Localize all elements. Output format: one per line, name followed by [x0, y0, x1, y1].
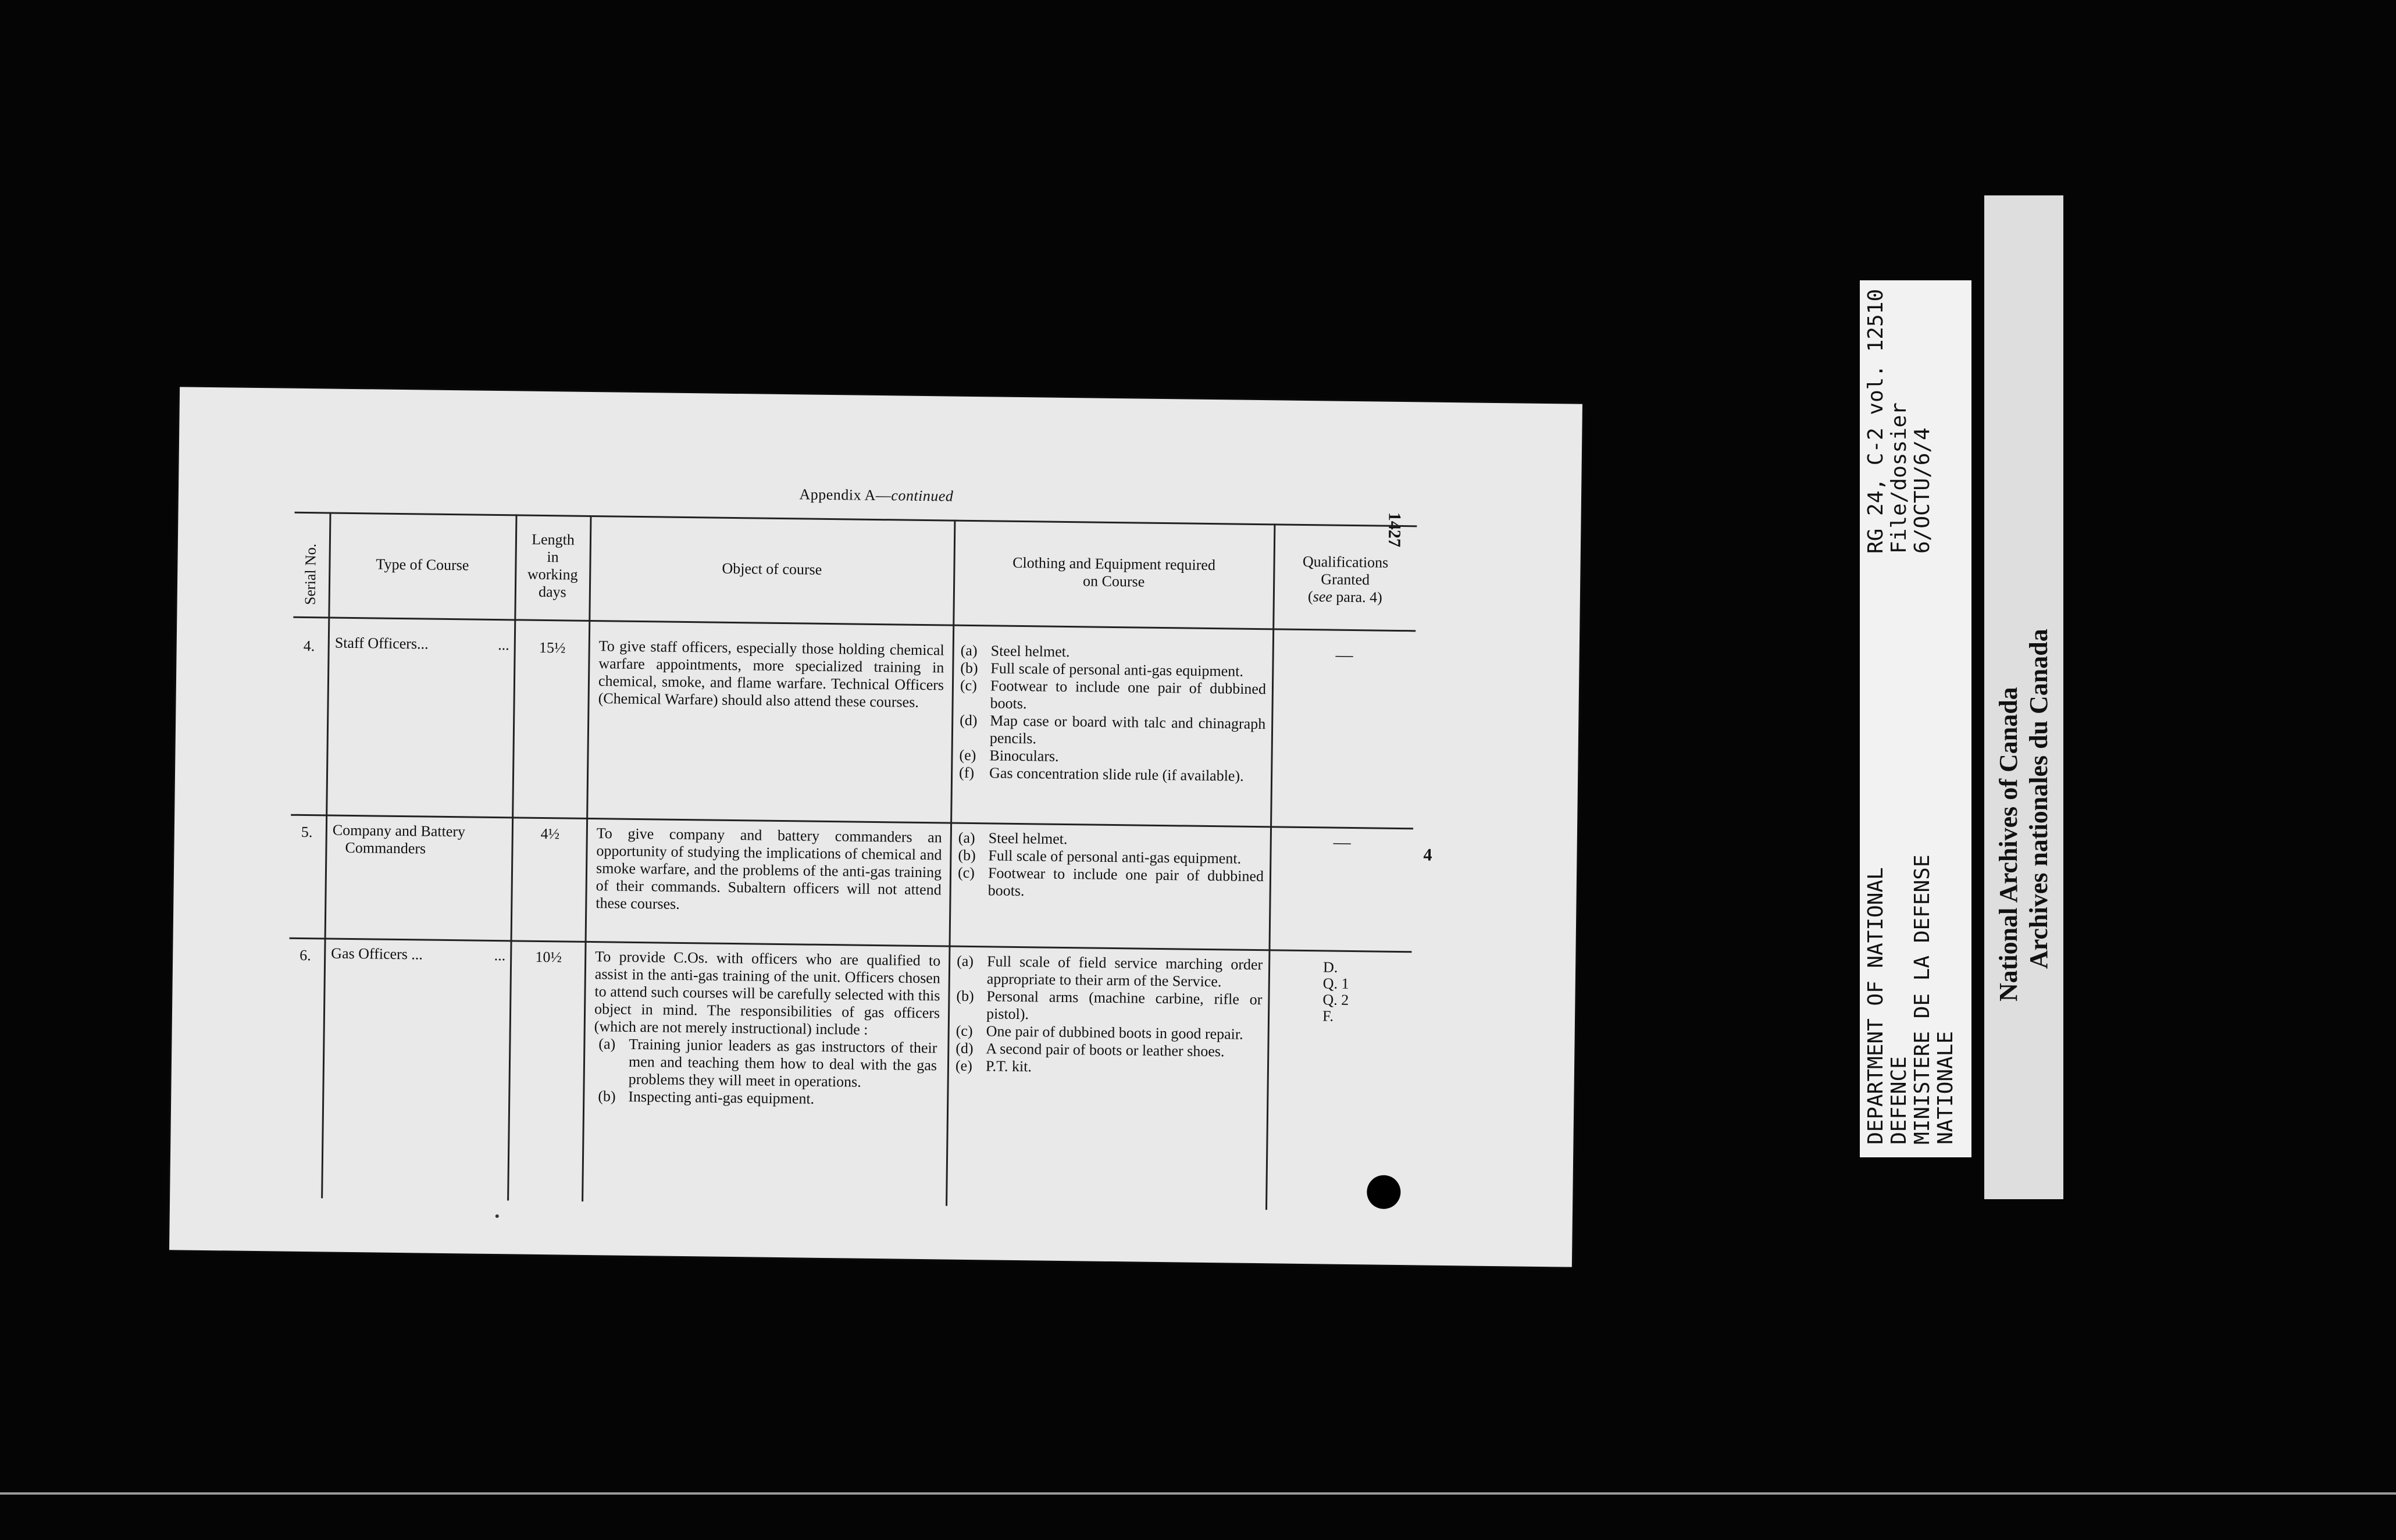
archives-name-fr: Archives nationales du Canada	[2024, 629, 2053, 969]
item-text: Full scale of personal anti-gas equipment.	[988, 847, 1242, 867]
archives-name	[1994, 629, 2054, 1001]
header-length-line: in	[547, 548, 559, 566]
qualification-code: Q. 1	[1322, 975, 1349, 992]
row4-type-dots: ...	[498, 636, 509, 654]
reference-line: File/dossier 6/OCTU/6/4	[1887, 402, 1934, 554]
row6-clothing	[955, 953, 1263, 1078]
department-line: DEPARTMENT OF NATIONAL	[1864, 867, 1888, 1145]
item-text: Full scale of personal anti-gas equipment.	[990, 660, 1244, 680]
bottom-rule	[0, 1492, 2396, 1495]
header-object: Object of course	[722, 559, 822, 578]
list-item	[960, 677, 1266, 715]
appendix-title	[760, 486, 993, 506]
reference-label	[1864, 280, 1934, 554]
row6-type	[331, 945, 505, 965]
row6-object-text: To provide C.Os. with officers who are qualified to assist in the anti-gas training of the unit. Officers chosen to attend such courses will be carefully selected with this object in mind. The responsibilities of gas officers (which are not merely instructional) include :	[594, 948, 941, 1038]
row5-qualifications: —	[1333, 832, 1351, 852]
appendix-table	[286, 512, 1417, 1211]
row6-type-dots: ...	[494, 947, 506, 964]
item-label: (b)	[960, 659, 978, 677]
side-mark: 4	[1423, 845, 1432, 865]
item-text: Steel helmet.	[988, 829, 1068, 848]
item-label: (b)	[956, 987, 974, 1005]
department-label	[1864, 855, 1958, 1145]
list-item	[955, 1057, 1261, 1078]
header-clothing-line: Clothing and Equipment required	[1012, 554, 1216, 574]
archival-label-strip	[1860, 280, 1971, 1157]
item-text: Steel helmet.	[990, 642, 1070, 661]
item-label: (d)	[955, 1039, 974, 1057]
row5-type	[332, 822, 512, 859]
list-item	[593, 1035, 939, 1092]
item-text: Inspecting anti-gas equipment.	[628, 1088, 815, 1107]
row6-qualifications	[1322, 959, 1393, 1025]
qualification-code: Q. 2	[1322, 991, 1349, 1008]
row6-object	[593, 948, 940, 1109]
qualification-code: D.	[1322, 958, 1338, 976]
item-label: (a)	[598, 1035, 616, 1053]
header-qualifications	[1274, 552, 1417, 607]
item-text: A second pair of boots or leather shoes.	[986, 1040, 1225, 1060]
col-rule-5	[1265, 523, 1275, 1210]
header-length-line: working	[527, 565, 578, 583]
row4-type-text: Staff Officers...	[334, 634, 429, 653]
department-line: MINISTERE DE LA DEFENSE	[1910, 854, 1934, 1145]
item-text: Map case or board with talc and chinagraph pencils.	[989, 712, 1266, 747]
header-type: Type of Course	[376, 555, 469, 574]
item-label: (c)	[955, 1022, 973, 1040]
list-item	[960, 712, 1266, 750]
header-clothing-line: on Course	[1082, 572, 1145, 590]
item-label: (c)	[960, 676, 978, 694]
item-text: Full scale of field service marching order appropriate to their arm of the Service.	[986, 953, 1263, 990]
item-label: (d)	[960, 711, 978, 729]
row6-length: 10½	[535, 948, 562, 966]
row4-object: To give staff officers, especially those holding chemical warfare appointments, more specialized training in chemical, smoke, and flame warfare. Technical Officers (Chemical Warfare) should also attend these courses.	[598, 637, 944, 711]
row5-clothing	[957, 829, 1264, 903]
item-text: Footwear to include one pair of dubbined boots.	[990, 677, 1267, 712]
col-rule-3	[582, 515, 591, 1202]
row5-length: 4½	[540, 825, 560, 843]
archives-name-strip	[1984, 195, 2063, 1199]
row4-serial: 4.	[303, 637, 315, 655]
see-word: see	[1313, 588, 1333, 605]
item-text: P.T. kit.	[985, 1057, 1032, 1075]
table-top-rule	[295, 512, 1417, 527]
row5-type-line1: Company and Battery	[332, 821, 466, 840]
col-rule-4	[946, 520, 955, 1206]
row5-serial: 5.	[301, 823, 313, 841]
col-rule-1	[321, 512, 331, 1198]
row5-object: To give company and battery commanders an opportunity of studying the implications of chemical and smoke warfare, and the problems of the anti-gas training of their commands. Subaltern officers will not attend these courses.	[596, 825, 942, 912]
header-length	[516, 530, 590, 601]
row4-type	[335, 634, 509, 654]
row4-clothing	[959, 642, 1267, 785]
header-serial: Serial No.	[301, 543, 319, 605]
header-qualifications-line: Granted	[1321, 571, 1370, 589]
item-text: Personal arms (machine carbine, rifle or pistol).	[986, 988, 1263, 1023]
qualification-code: F.	[1322, 1007, 1334, 1025]
header-bottom-rule	[293, 616, 1416, 632]
item-text: Training junior leaders as gas instructors of their men and teaching them how to deal with the gas problems they will meet in operations.	[628, 1035, 937, 1090]
item-label: (b)	[958, 846, 976, 864]
list-item	[957, 864, 1264, 903]
item-label: (a)	[958, 829, 975, 847]
row6-type-text: Gas Officers ...	[331, 944, 423, 963]
item-label: (c)	[957, 864, 975, 882]
list-item	[957, 953, 1263, 991]
department-line: NATIONALE	[1934, 1031, 1958, 1145]
reference-line: RG 24, C-2 vol. 12510	[1864, 288, 1888, 554]
header-length-line: Length	[531, 530, 575, 548]
page-number: 1427	[1384, 512, 1404, 548]
row5-type-line2: Commanders	[345, 839, 426, 857]
item-label: (e)	[959, 746, 976, 764]
row4-qualifications: —	[1335, 645, 1353, 665]
department-line: DEFENCE	[1887, 1056, 1911, 1145]
row4-length: 15½	[539, 639, 566, 657]
header-length-line: days	[538, 583, 566, 601]
item-label: (f)	[958, 764, 975, 782]
header-clothing	[954, 554, 1274, 593]
item-label: (a)	[960, 641, 978, 660]
appendix-title-suffix: continued	[891, 487, 954, 505]
list-item	[593, 1088, 939, 1109]
header-qualifications-line: Qualifications	[1302, 552, 1389, 571]
header-qualifications-see: (see para. 4)	[1307, 588, 1382, 606]
row6-serial: 6.	[300, 946, 311, 964]
speck	[495, 1214, 499, 1218]
para-ref: para. 4)	[1332, 588, 1382, 606]
item-label: (b)	[598, 1088, 616, 1105]
item-text: Footwear to include one pair of dubbined boots.	[987, 864, 1264, 900]
appendix-title-prefix: Appendix A—	[799, 486, 892, 504]
document-card	[169, 387, 1582, 1267]
list-item	[956, 988, 1263, 1026]
archives-name-en: National Archives of Canada	[1994, 687, 2023, 1001]
item-text: Gas concentration slide rule (if available).	[989, 764, 1244, 785]
item-label: (e)	[955, 1057, 973, 1075]
item-label: (a)	[957, 952, 974, 970]
item-text: One pair of dubbined boots in good repair.	[986, 1022, 1243, 1043]
item-text: Binoculars.	[989, 747, 1059, 765]
list-item	[959, 764, 1265, 785]
